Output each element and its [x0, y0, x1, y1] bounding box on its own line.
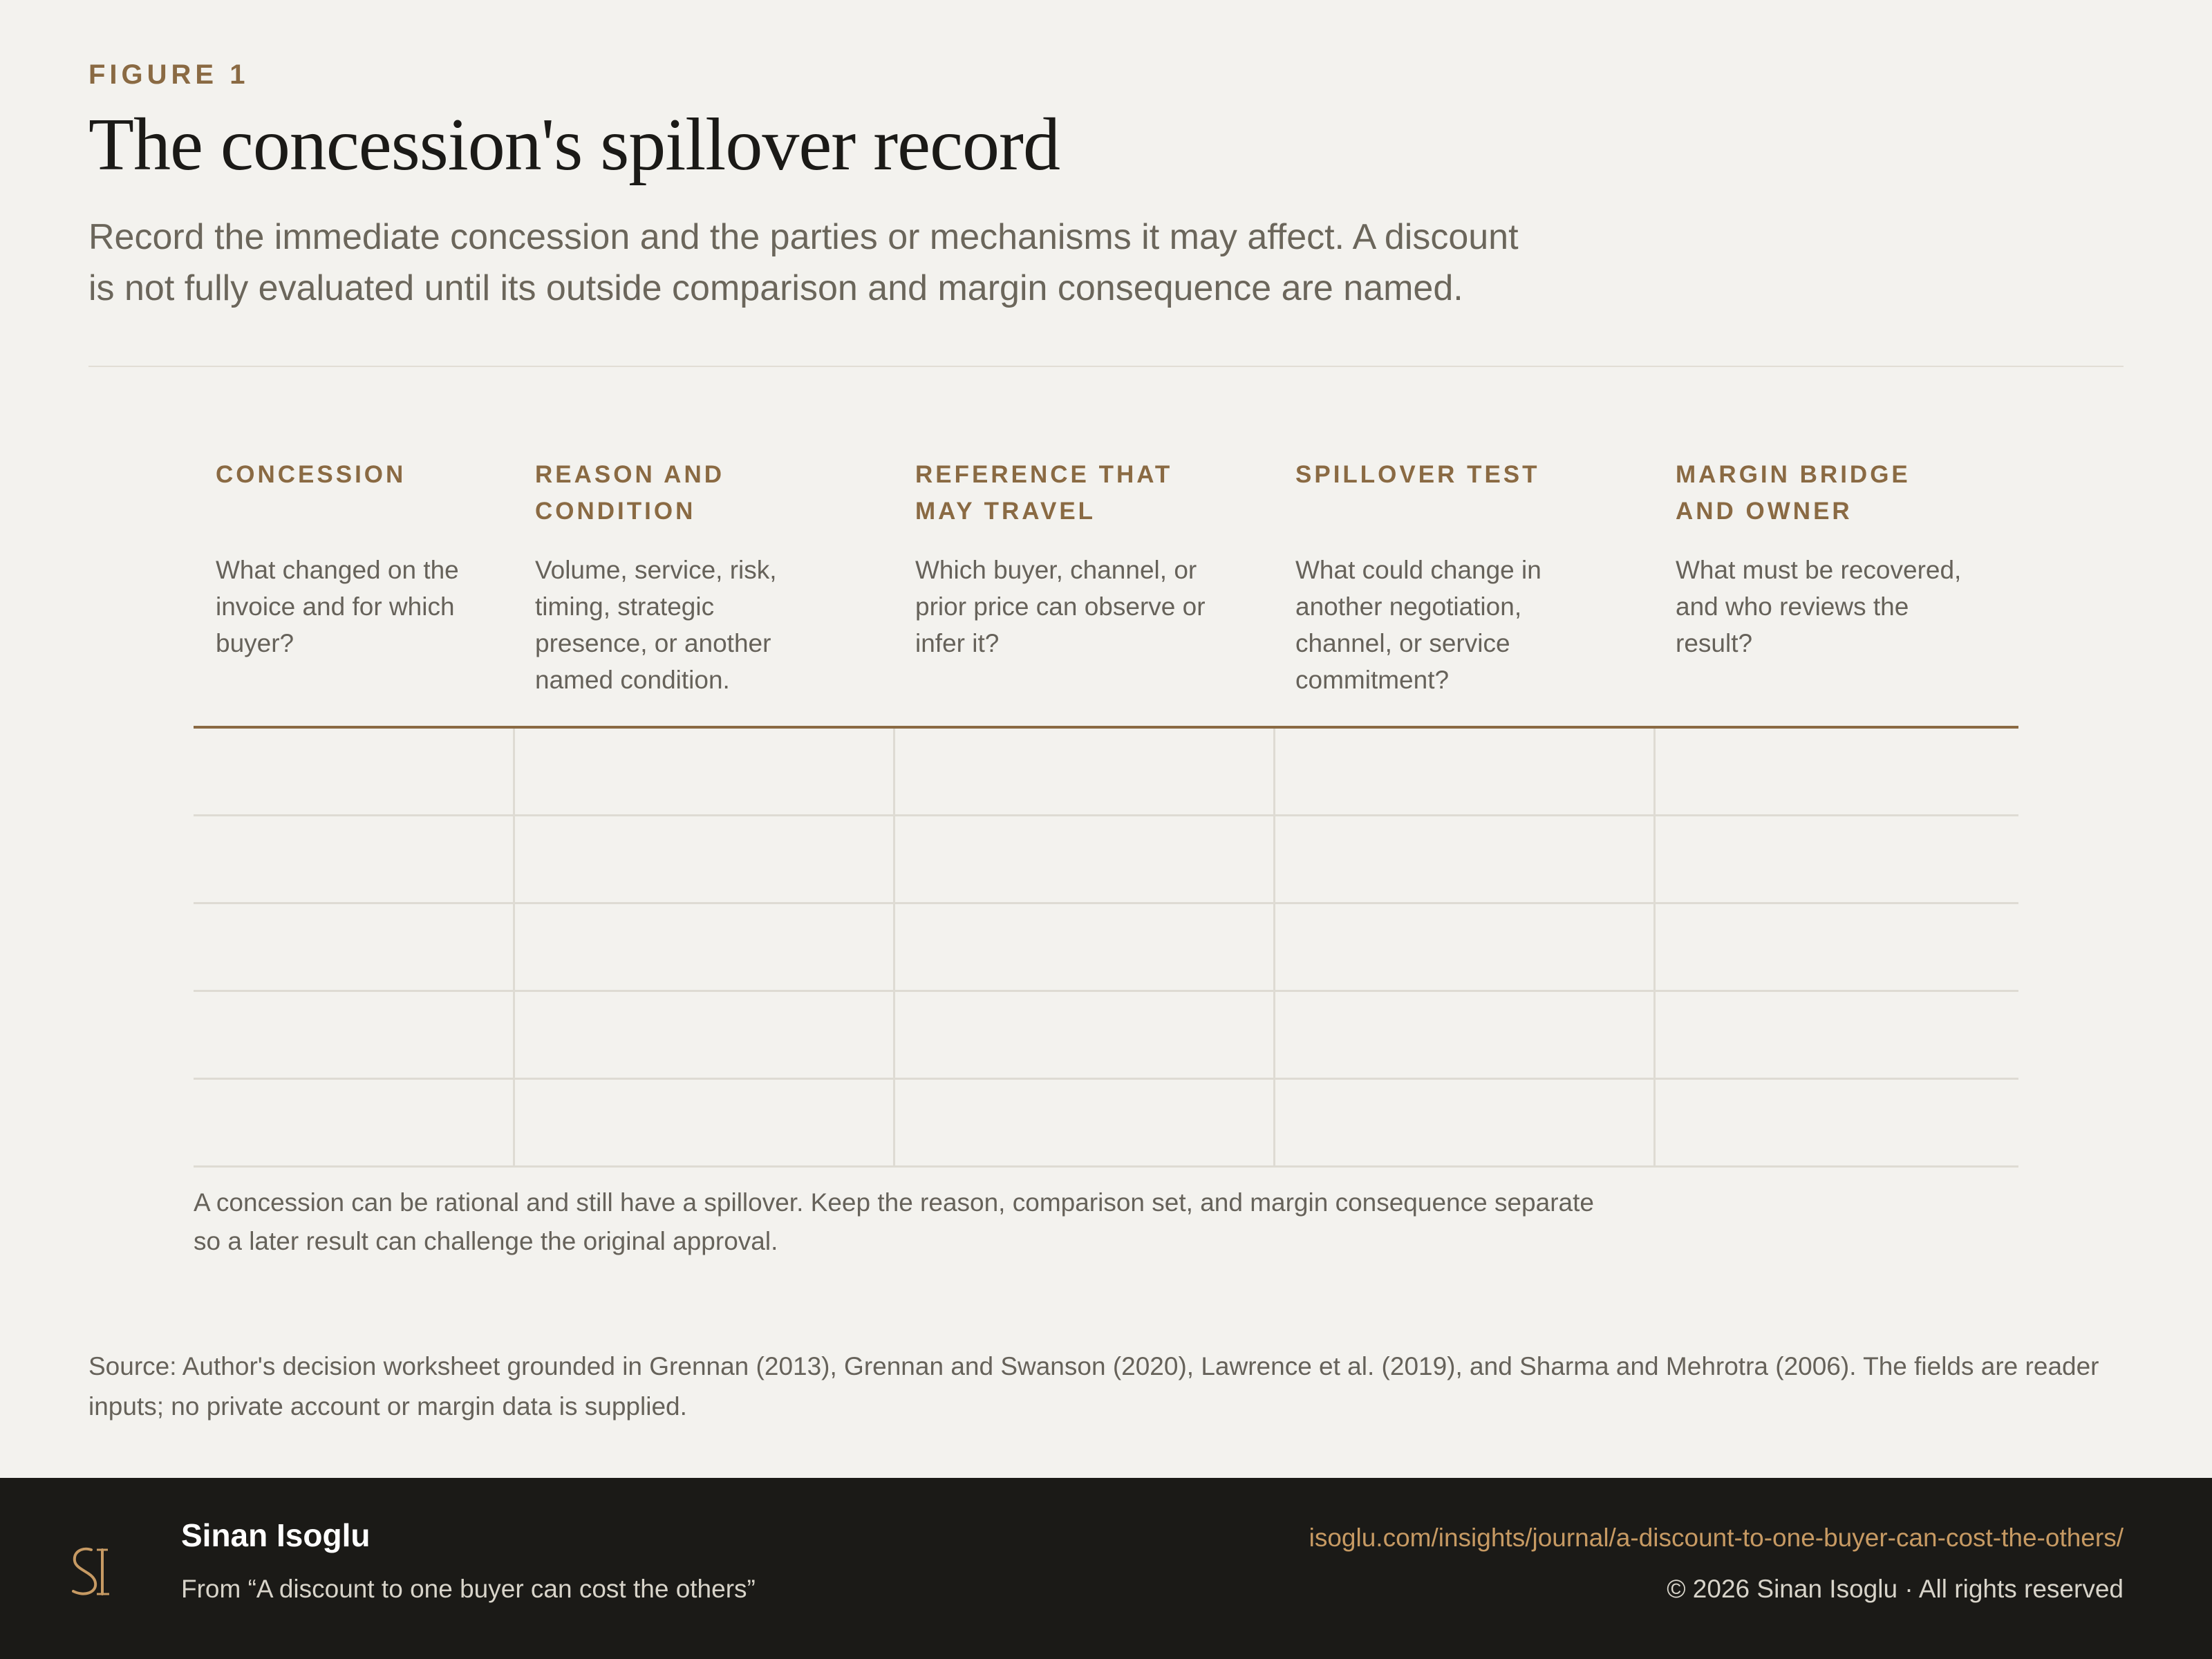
column-question: Volume, service, risk, timing, strategic presence, or another named condition.	[535, 556, 777, 694]
table-cell-margin[interactable]	[1653, 729, 2018, 814]
table-row	[194, 904, 2018, 992]
table-cell-spillover[interactable]	[1273, 729, 1653, 814]
column-label: REFERENCE THAT MAY TRAVEL	[915, 461, 1173, 525]
table-cell-concession[interactable]	[194, 904, 513, 990]
si-monogram-icon	[64, 1540, 119, 1602]
table-cell-reason[interactable]	[513, 816, 893, 902]
column-header-margin-bridge	[1676, 456, 2007, 657]
column-label: REASON AND CONDITION	[535, 461, 724, 525]
table-cell-concession[interactable]	[194, 729, 513, 814]
column-divider	[893, 729, 895, 1167]
table-row	[194, 816, 2018, 904]
table-cell-concession[interactable]	[194, 992, 513, 1078]
column-header-concession	[216, 456, 492, 657]
column-header-reason	[535, 456, 867, 694]
table-header	[194, 456, 2018, 726]
table-cell-reason[interactable]	[513, 904, 893, 990]
table-cell-margin[interactable]	[1653, 904, 2018, 990]
source-note: Source: Author's decision worksheet grounded in Grennan (2013), Grennan and Swanson (2020), Lawrence et al. (2019), and Sharma and Mehrotra (2006). The fields are reader inputs; no private account or margin data is supplied.	[88, 1352, 2099, 1421]
table-cell-spillover[interactable]	[1273, 1080, 1653, 1165]
table-cell-margin[interactable]	[1653, 992, 2018, 1078]
column-divider	[1273, 729, 1275, 1167]
table-cell-reason[interactable]	[513, 729, 893, 814]
table-cell-spillover[interactable]	[1273, 992, 1653, 1078]
table-cell-margin[interactable]	[1653, 1080, 2018, 1165]
column-question: What could change in another negotiation, channel, or service commitment?	[1295, 556, 1541, 694]
article-link[interactable]: isoglu.com/insights/journal/a-discount-to-one-buyer-can-cost-the-others/	[1309, 1524, 2124, 1552]
table-cell-reference[interactable]	[893, 729, 1273, 814]
table-cell-reference[interactable]	[893, 816, 1273, 902]
page-title: The concession's spillover record	[88, 104, 1060, 186]
table-cell-concession[interactable]	[194, 1080, 513, 1165]
column-label: CONCESSION	[216, 461, 406, 488]
table-cell-reference[interactable]	[893, 904, 1273, 990]
figure-label: FIGURE 1	[88, 59, 250, 90]
table-cell-margin[interactable]	[1653, 816, 2018, 902]
copyright: © 2026 Sinan Isoglu · All rights reserved	[1667, 1575, 2124, 1603]
footer	[0, 1478, 2212, 1659]
table-cell-reason[interactable]	[513, 1080, 893, 1165]
table-row	[194, 1080, 2018, 1168]
column-label: SPILLOVER TEST	[1295, 461, 1540, 488]
table-cell-concession[interactable]	[194, 816, 513, 902]
table-row	[194, 992, 2018, 1080]
table-cell-reason[interactable]	[513, 992, 893, 1078]
column-header-spillover-test	[1295, 456, 1627, 694]
column-header-reference	[915, 456, 1247, 657]
table-note: A concession can be rational and still have a spillover. Keep the reason, comparison set, and margin consequence separate so a later result can challenge the original approval.	[194, 1188, 1594, 1255]
table-cell-spillover[interactable]	[1273, 904, 1653, 990]
page-subtitle: Record the immediate concession and the parties or mechanisms it may affect. A discount is not fully evaluated until its outside comparison and margin consequence are named.	[88, 217, 1519, 308]
column-divider	[513, 729, 515, 1167]
table-cell-reference[interactable]	[893, 1080, 1273, 1165]
header-divider	[88, 366, 2124, 367]
article-reference: From “A discount to one buyer can cost the others”	[181, 1575, 756, 1603]
column-divider	[1653, 729, 1656, 1167]
column-question: What changed on the invoice and for which buyer?	[216, 556, 459, 657]
table-cell-spillover[interactable]	[1273, 816, 1653, 902]
table-body	[194, 729, 2018, 1167]
column-question: What must be recovered, and who reviews the result?	[1676, 556, 1962, 657]
spillover-record-table	[194, 456, 2018, 726]
author-name: Sinan Isoglu	[181, 1517, 371, 1553]
column-question: Which buyer, channel, or prior price can observe or infer it?	[915, 556, 1206, 657]
table-row	[194, 729, 2018, 816]
table-cell-reference[interactable]	[893, 992, 1273, 1078]
column-label: MARGIN BRIDGE AND OWNER	[1676, 461, 1911, 525]
